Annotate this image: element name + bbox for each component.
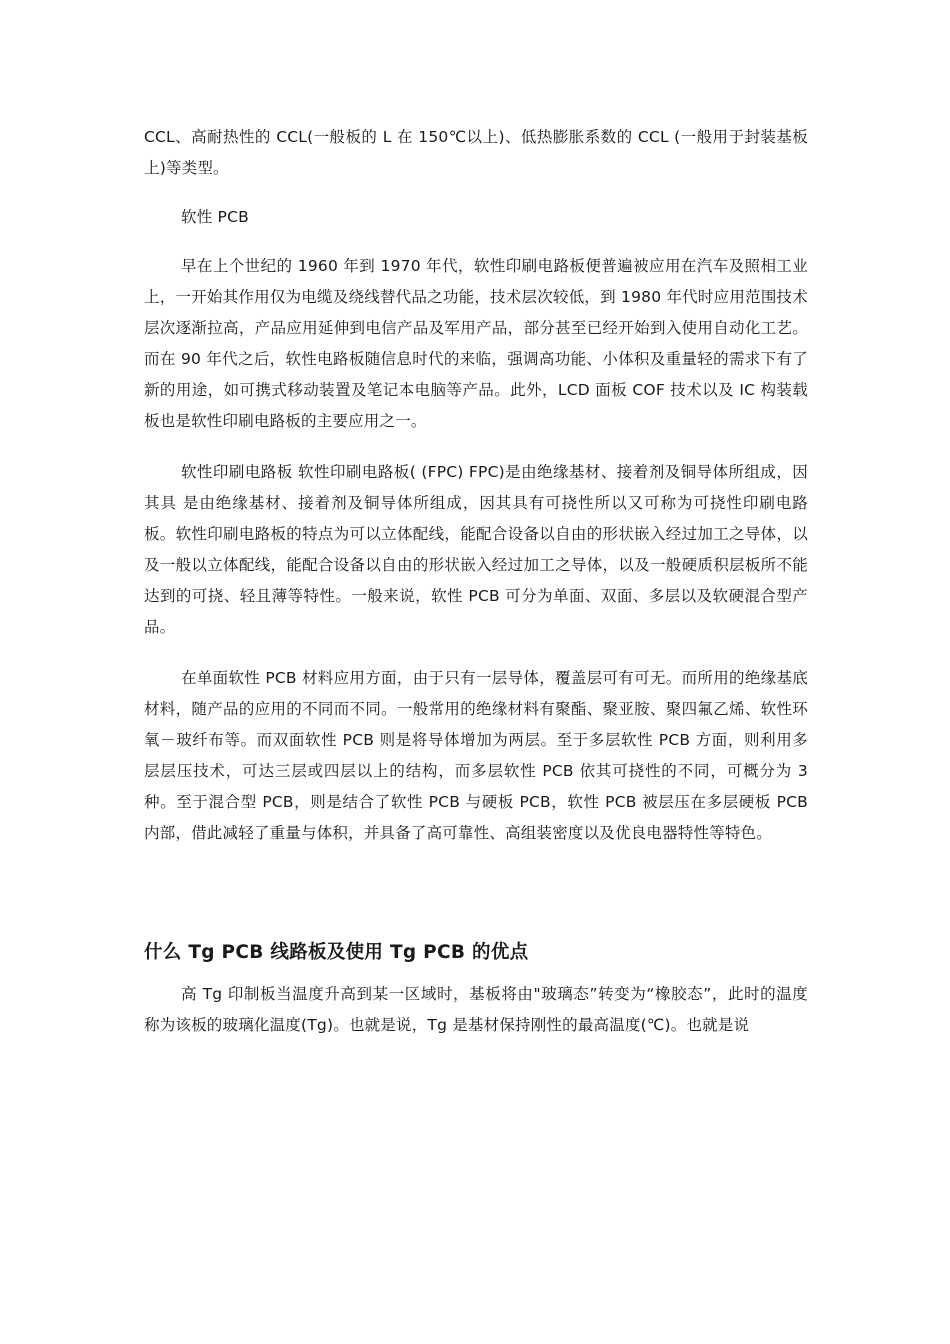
paragraph-fpc-history: 早在上个世纪的 1960 年到 1970 年代，软性印刷电路板便普遍被应用在汽车及照相工业上，一开始其作用仅为电缆及绕线替代品之功能，技术层次较低，到 1980 年代时应用范围技术层次逐渐拉高，产品应用延伸到电信产品及军用产品，部分甚至已经开始到入使用自动化工艺。而在 90 年代之后，软性电路板随信息时代的来临，强调高功能、小体积及重量轻的需求下有了新的用途，如可携式移动装置及笔记本电脑等产品。此外，LCD 面板 COF 技术以及 IC 构装载板也是软性印刷电路板的主要应用之一。 — [144, 257, 808, 430]
document-page — [144, 122, 808, 1041]
paragraph-ccl-types: CCL、高耐热性的 CCL(一般板的 L 在 150℃以上)、低热膨胀系数的 CCL (一般用于封装基板上)等类型。 — [144, 128, 808, 177]
subheading-flexible-pcb: 软性 PCB — [181, 208, 249, 226]
paragraph-tg-definition: 高 Tg 印制板当温度升高到某一区域时，基板将由"玻璃态”转变为“橡胶态”，此时的温度称为该板的玻璃化温度(Tg)。也就是说，Tg 是基材保持刚性的最高温度(℃)。也就是说 — [144, 985, 808, 1034]
paragraph-fpc-types: 在单面软性 PCB 材料应用方面，由于只有一层导体，覆盖层可有可无。而所用的绝缘基底材料，随产品的应用的不同而不同。一般常用的绝缘材料有聚酯、聚亚胺、聚四氟乙烯、软性环氧－玻纤布等。而双面软性 PCB 则是将导体增加为两层。至于多层软性 PCB 方面，则利用多层层压技术，可达三层或四层以上的结构，而多层软性 PCB 依其可挠性的不同，可概分为 3 种。至于混合型 PCB，则是结合了软性 PCB 与硬板 PCB，软性 PCB 被层压在多层硬板 PCB 内部，借此减轻了重量与体积，并具备了高可靠性、高组装密度以及优良电器特性等特色。 — [144, 669, 808, 842]
paragraph-fpc-definition: 软性印刷电路板 软性印刷电路板( (FPC) FPC)是由绝缘基材、接着剂及铜导体所组成，因其具 是由绝缘基材、接着剂及铜导体所组成，因其具有可挠性所以又可称为可挠性印刷电路板。软性印刷电路板的特点为可以立体配线，能配合设备以自由的形状嵌入经过加工之导体，以及一般以立体配线，能配合设备以自由的形状嵌入经过加工之导体，以及一般硬质积层板所不能达到的可挠、轻且薄等特性。一般来说，软性 PCB 可分为单面、双面、多层以及软硬混合型产品。 — [144, 463, 808, 636]
section-heading-tg-pcb: 什么 Tg PCB 线路板及使用 Tg PCB 的优点 — [144, 942, 529, 963]
